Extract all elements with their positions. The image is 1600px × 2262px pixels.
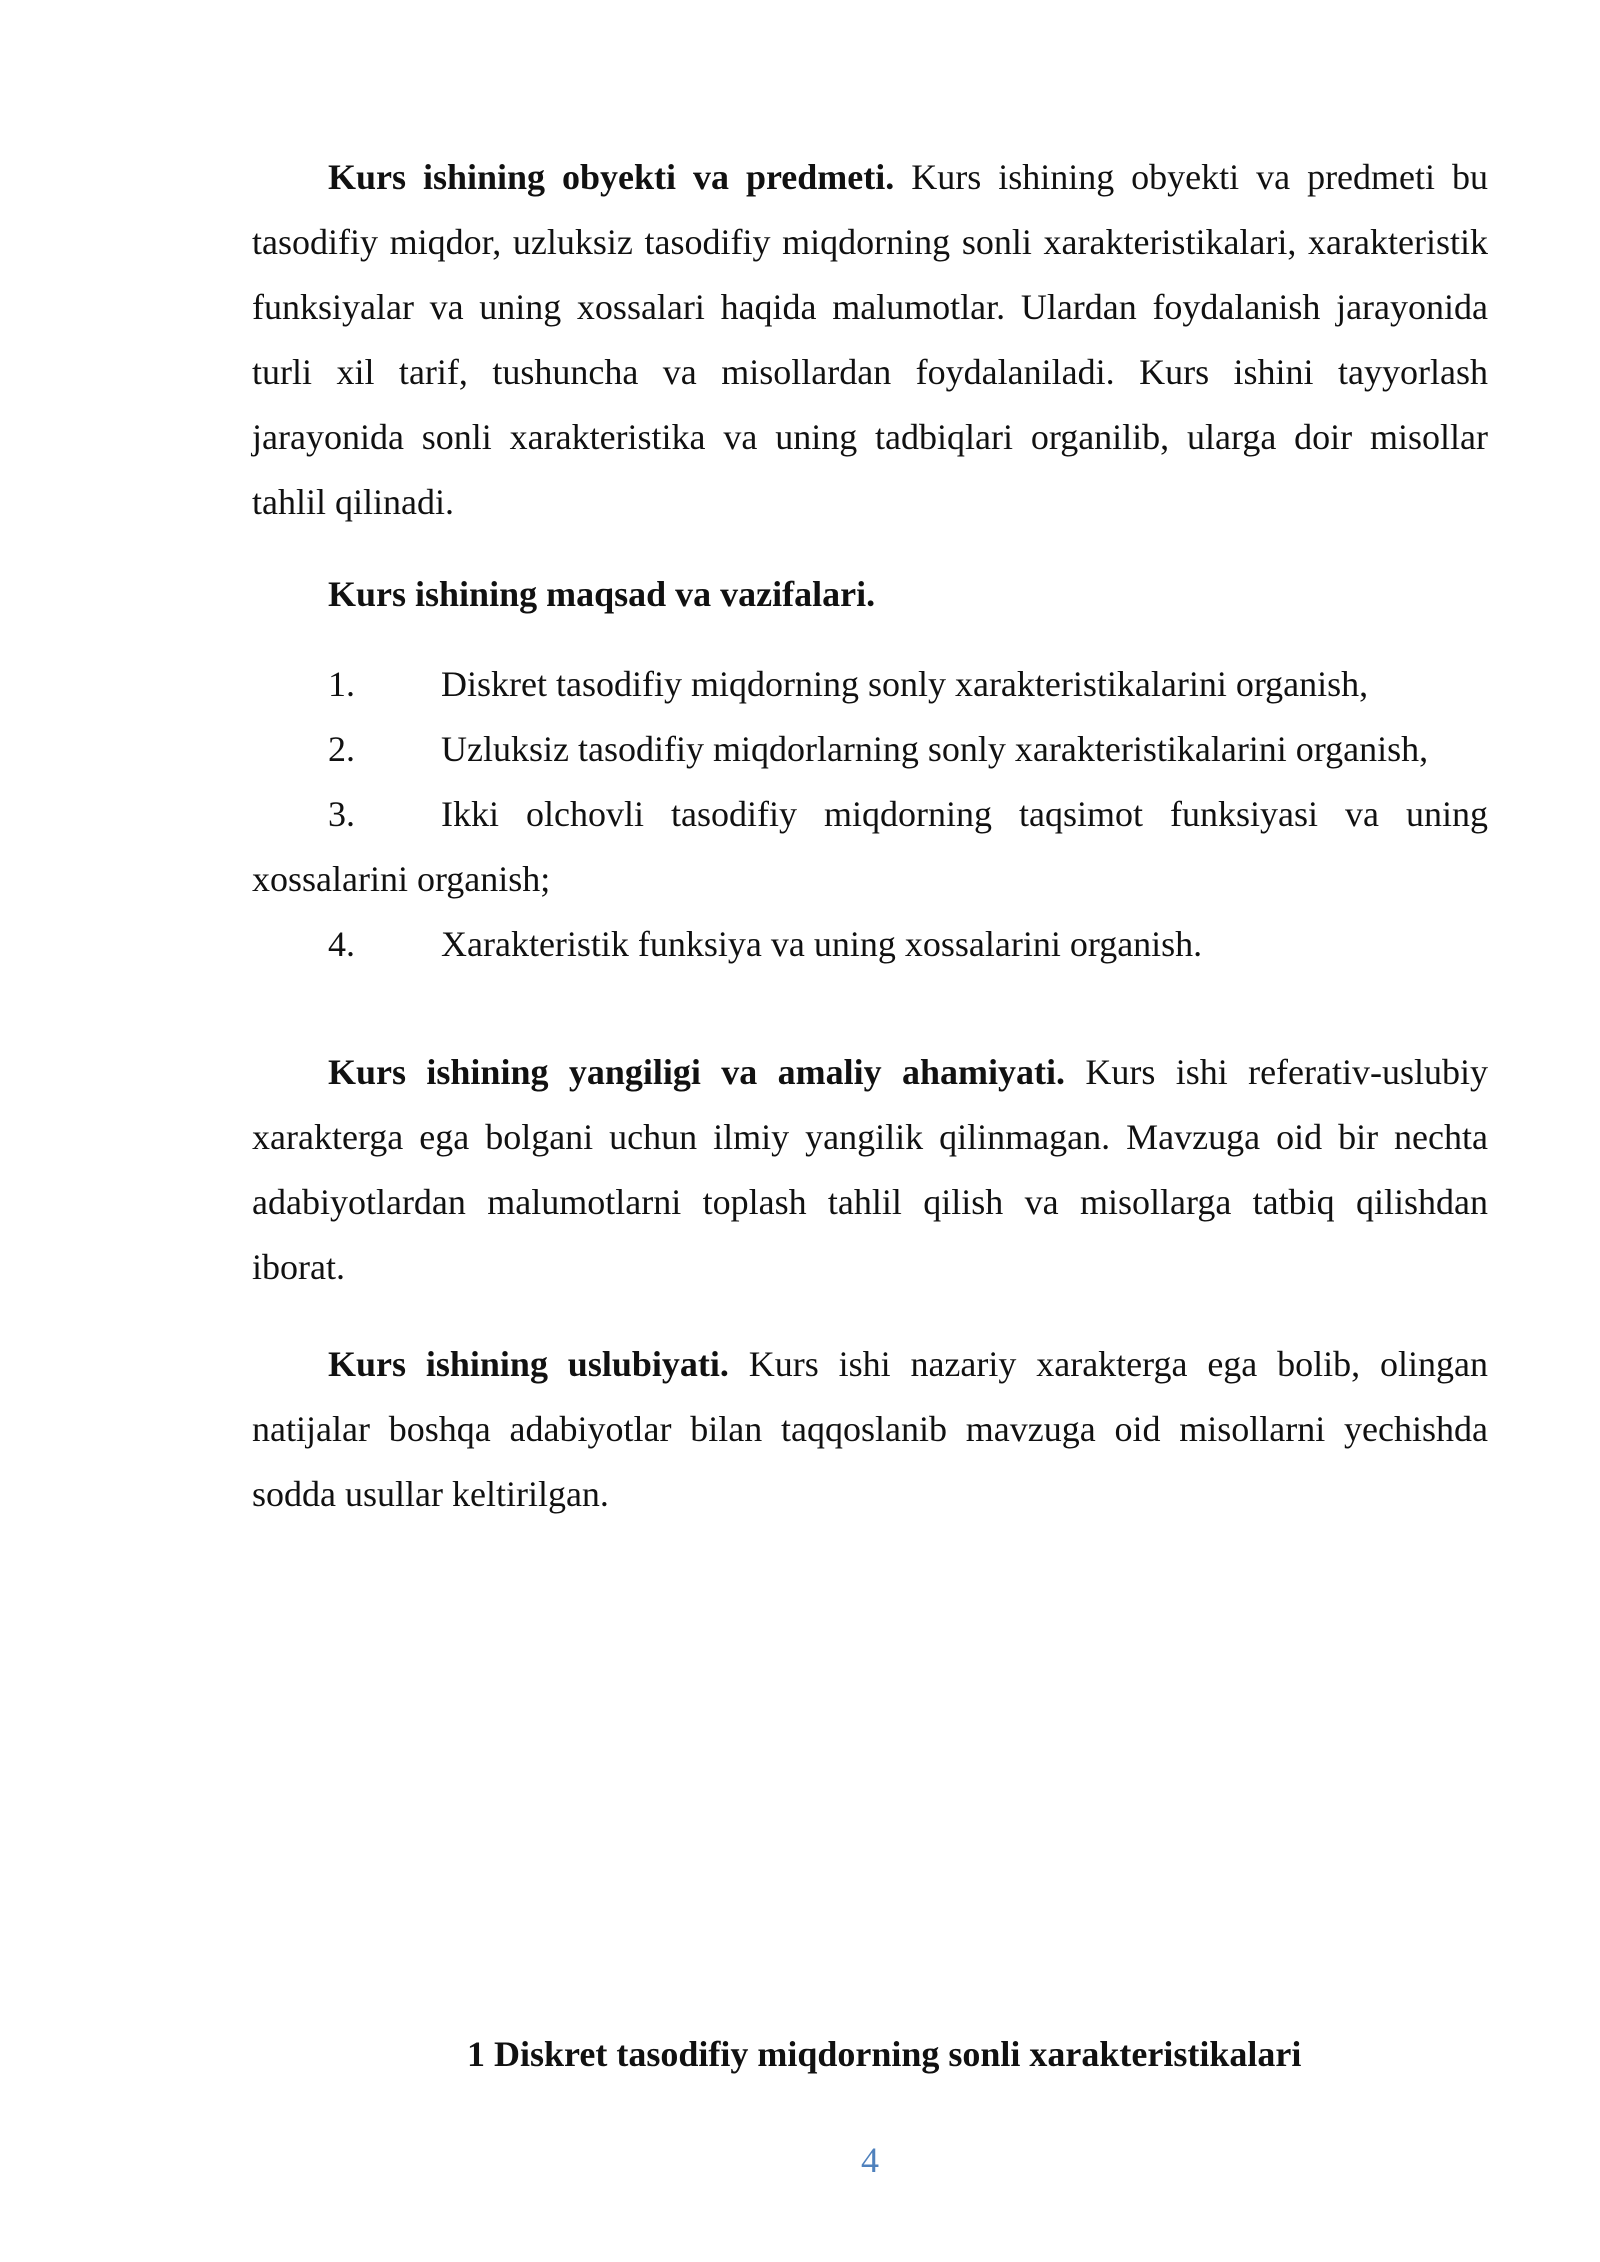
paragraph-heading: Kurs ishining yangiligi va amaliy ahamiyati. [328,1052,1065,1092]
list-item [252,652,1488,717]
section-title: 1 Diskret tasodifiy miqdorning sonli xarakteristikalari [467,2034,1302,2074]
goals-heading: Kurs ishining maqsad va vazifalari. [328,574,876,614]
paragraph-text: Kurs ishining obyekti va predmeti bu tasodifiy miqdor, uzluksiz tasodifiy miqdorning sonli xarakteristikalari, xarakteristik funksiyalar va uning xossalari haqida malumotlar. Ulardan foydalanish jarayonida turli xil tarif, tushuncha va misollardan foydalaniladi. Kurs ishini tayyorlash jarayonida sonli xarakteristika va uning tadbiqlari organilib, ularga doir misollar tahlil qilinadi. [252,157,1488,522]
list-text: Diskret tasodifiy miqdorning sonly xarakteristikalarini organish, [441,664,1369,704]
paragraph-text: Kurs ishi referativ-uslubiy xarakterga ega bolgani uchun ilmiy yangilik qilinmagan. Mavzuga oid bir nechta adabiyotlardan malumotlarni toplash tahlil qilish va misollarga tatbiq qilishdan iborat. [252,1052,1488,1287]
list-number: 2. [328,729,355,769]
list-number: 3. [328,794,355,834]
list-item [252,912,1488,977]
list-number: 4. [328,924,355,964]
paragraph-novelty [252,1040,1488,1300]
list-item [252,782,1488,912]
goals-list [252,652,1488,977]
page-number: 4 [861,2140,879,2180]
list-text: Ikki olchovli tasodifiy miqdorning taqsimot funksiyasi va uning xossalarini organish; [252,794,1488,899]
paragraph-heading: Kurs ishining obyekti va predmeti. [328,157,895,197]
paragraph-object-subject [252,145,1488,535]
paragraph-text: Kurs ishi nazariy xarakterga ega bolib, olingan natijalar boshqa adabiyotlar bilan taqqoslanib mavzuga oid misollarni yechishda sodda usullar keltirilgan. [252,1344,1488,1514]
list-item [252,717,1488,782]
paragraph-heading: Kurs ishining uslubiyati. [328,1344,729,1384]
list-text: Uzluksiz tasodifiy miqdorlarning sonly xarakteristikalarini organish, [441,729,1429,769]
list-number: 1. [328,664,355,704]
list-text: Xarakteristik funksiya va uning xossalarini organish. [441,924,1203,964]
paragraph-methodology [252,1332,1488,1527]
goals-heading-block [252,562,1488,627]
